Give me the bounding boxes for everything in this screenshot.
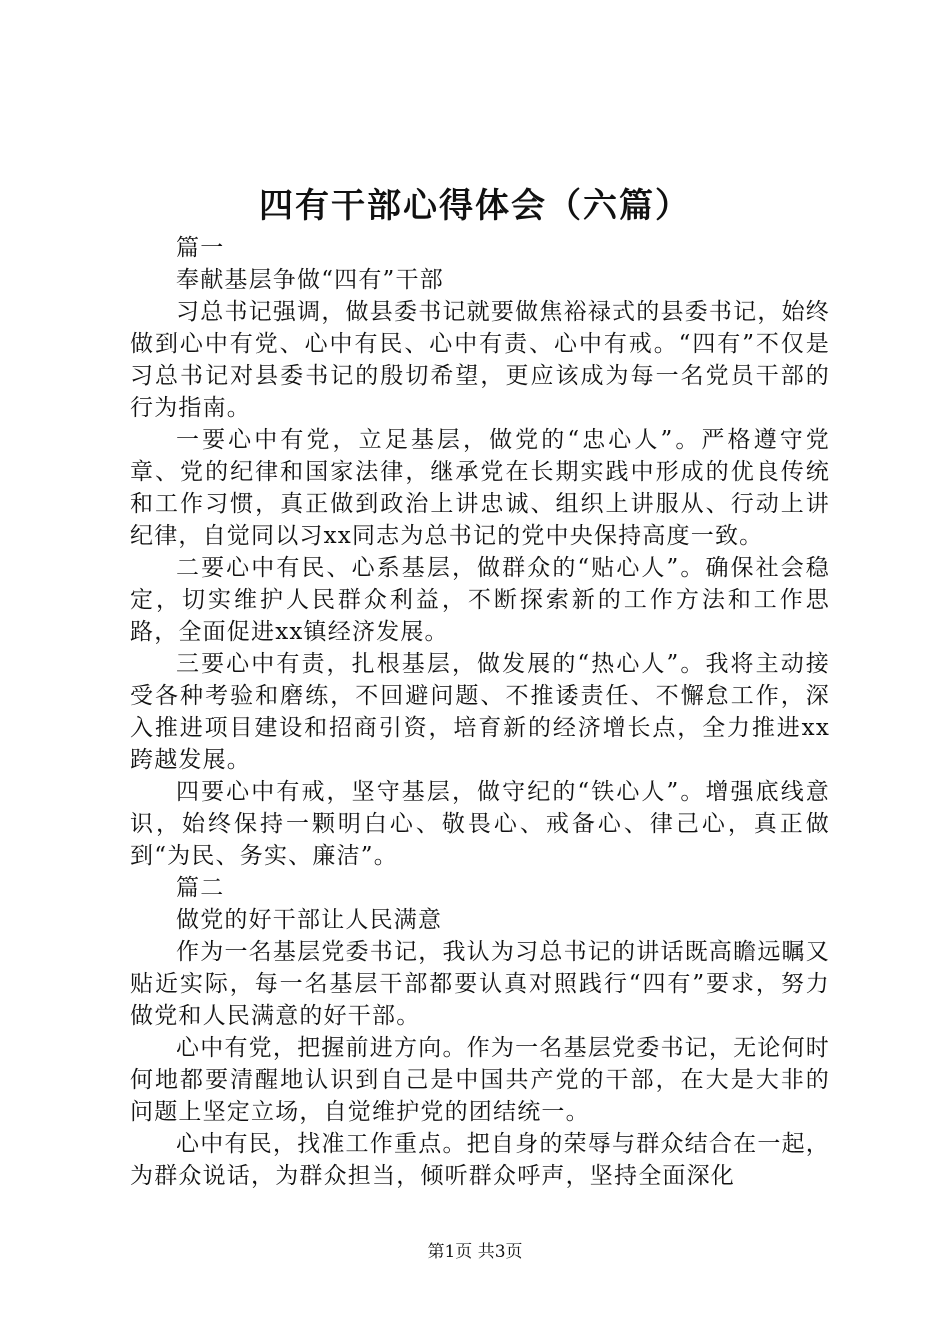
document-body (130, 232, 830, 1192)
section-heading: 篇二 (176, 875, 225, 901)
paragraph: 心中有民，找准工作重点。把自身的荣辱与群众结合在一起，为群众说话，为群众担当，倾听群众呼声，坚持全面深化 (130, 1131, 830, 1189)
paragraph: 习总书记强调，做县委书记就要做焦裕禄式的县委书记，始终做到心中有党、心中有民、心中有责、心中有戒。“四有”不仅是习总书记对县委书记的殷切希望，更应该成为每一名党员干部的行为指南。 (130, 299, 830, 421)
section-subtitle: 做党的好干部让人民满意 (176, 907, 443, 933)
paragraph: 二要心中有民、心系基层，做群众的“贴心人”。确保社会稳定，切实维护人民群众利益，不断探索新的工作方法和工作思路，全面促进xx镇经济发展。 (130, 555, 830, 645)
paragraph: 心中有党，把握前进方向。作为一名基层党委书记，无论何时何地都要清醒地认识到自己是中国共产党的干部，在大是大非的问题上坚定立场，自觉维护党的团结统一。 (130, 1035, 830, 1125)
section-heading: 篇一 (176, 235, 225, 261)
document-title: 四有干部心得体会（六篇） (259, 186, 691, 226)
section-subtitle: 奉献基层争做“四有”干部 (176, 267, 444, 293)
paragraph: 作为一名基层党委书记，我认为习总书记的讲话既高瞻远瞩又贴近实际，每一名基层干部都要认真对照践行“四有”要求，努力做党和人民满意的好干部。 (130, 939, 830, 1029)
page-footer: 第1页 共3页 (427, 1242, 523, 1262)
paragraph: 一要心中有党，立足基层，做党的“忠心人”。严格遵守党章、党的纪律和国家法律，继承党在长期实践中形成的优良传统和工作习惯，真正做到政治上讲忠诚、组织上讲服从、行动上讲纪律，自觉同以习xx同志为总书记的党中央保持高度一致。 (130, 427, 830, 549)
paragraph: 三要心中有责，扎根基层，做发展的“热心人”。我将主动接受各种考验和磨练，不回避问题、不推诿责任、不懈怠工作，深入推进项目建设和招商引资，培育新的经济增长点，全力推进xx跨越发展。 (130, 651, 830, 773)
paragraph: 四要心中有戒，坚守基层，做守纪的“铁心人”。增强底线意识，始终保持一颗明白心、敬畏心、戒备心、律己心，真正做到“为民、务实、廉洁”。 (130, 779, 830, 869)
